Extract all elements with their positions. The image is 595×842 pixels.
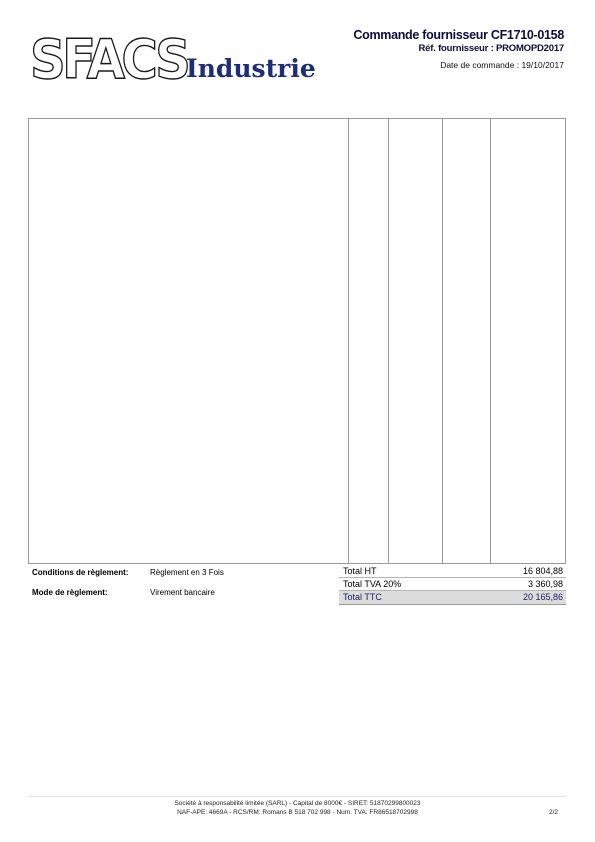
company-logo — [30, 28, 330, 91]
totals-table — [339, 565, 566, 605]
supplier-reference: Réf. fournisseur : PROMOPD2017 — [418, 43, 564, 54]
payment-terms-value: Règlement en 3 Fois — [150, 568, 224, 577]
total-ttc-row — [339, 591, 566, 605]
total-ht-row — [339, 565, 566, 578]
footer-legal-line-1: Société à responsabilité limitée (SARL) - Capital de 8000€ - SIRET: 51870299800023 — [174, 800, 421, 807]
logo-wordmark: SFACS — [30, 28, 188, 91]
page-number: 2/2 — [548, 809, 558, 816]
document-title: Commande fournisseur CF1710-0158 — [353, 28, 564, 42]
table-column-divider — [388, 119, 389, 563]
table-column-divider — [442, 119, 443, 563]
payment-mode-value: Virement bancaire — [150, 588, 215, 597]
order-date: Date de commande : 19/10/2017 — [440, 60, 564, 70]
footer-legal-line-2: NAF-APE: 4669A - RCS/RM: Romans B 518 702 998 - Num. TVA: FR86518702998 — [177, 809, 418, 816]
table-column-divider — [490, 119, 491, 563]
footer-divider — [28, 796, 566, 797]
total-tva-label: Total TVA 20% — [343, 579, 402, 589]
table-column-divider — [348, 119, 349, 563]
total-tva-row — [339, 578, 566, 591]
payment-mode-label: Mode de règlement: — [32, 588, 108, 597]
payment-terms-label: Conditions de règlement: — [32, 568, 129, 577]
total-ttc-value: 20 165,86 — [522, 592, 563, 602]
order-lines-table — [28, 118, 566, 564]
total-tva-value: 3 360,98 — [527, 579, 563, 589]
total-ht-label: Total HT — [343, 566, 377, 576]
total-ttc-label: Total TTC — [343, 592, 382, 602]
total-ht-value: 16 804,88 — [522, 566, 563, 576]
logo-subtitle: Industrie — [186, 54, 316, 83]
